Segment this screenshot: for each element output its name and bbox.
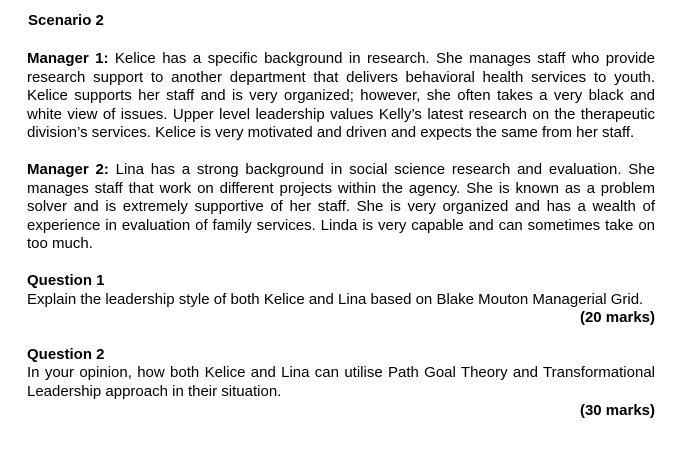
manager-1-label: Manager 1:	[27, 50, 109, 67]
question-1-heading: Question 1	[27, 271, 105, 289]
question-2-heading: Question 2	[27, 345, 105, 363]
manager-2-paragraph	[27, 161, 655, 254]
question-2-block	[27, 346, 655, 420]
scenario-title: Scenario 2	[28, 12, 104, 29]
document-body	[27, 12, 655, 438]
question-1-block	[27, 272, 655, 328]
question-2-text: In your opinion, how both Kelice and Lina can utilise Path Goal Theory and Transformational Leadership approach in their situation.	[27, 364, 655, 400]
question-2-marks: (30 marks)	[579, 401, 655, 419]
manager-1-paragraph	[27, 50, 655, 143]
manager-2-label: Manager 2:	[27, 160, 109, 178]
manager-2-text: Lina has a strong background in social science research and evaluation. She manages staff that work on different projects within the agency. She is known as a problem solver and is extremely supportive of her staff. She is very organized and has a wealth of experience in evaluation of family services. Linda is very capable and can sometimes take on too much.	[27, 160, 655, 253]
question-1-marks: (20 marks)	[579, 309, 655, 327]
manager-1-text: Kelice has a specific background in research. She manages staff who provide research support to another department that delivers behavioral health services to youth. Kelice supports her staff and is very organized; however, she often takes a very black and white view of issues. Upper level leadership values Kelly’s latest research on the therapeutic division’s services. Kelice is very motivated and driven and expects the same from her staff.	[27, 50, 655, 142]
question-1-text: Explain the leadership style of both Kelice and Lina based on Blake Mouton Managerial Grid.	[27, 290, 644, 308]
